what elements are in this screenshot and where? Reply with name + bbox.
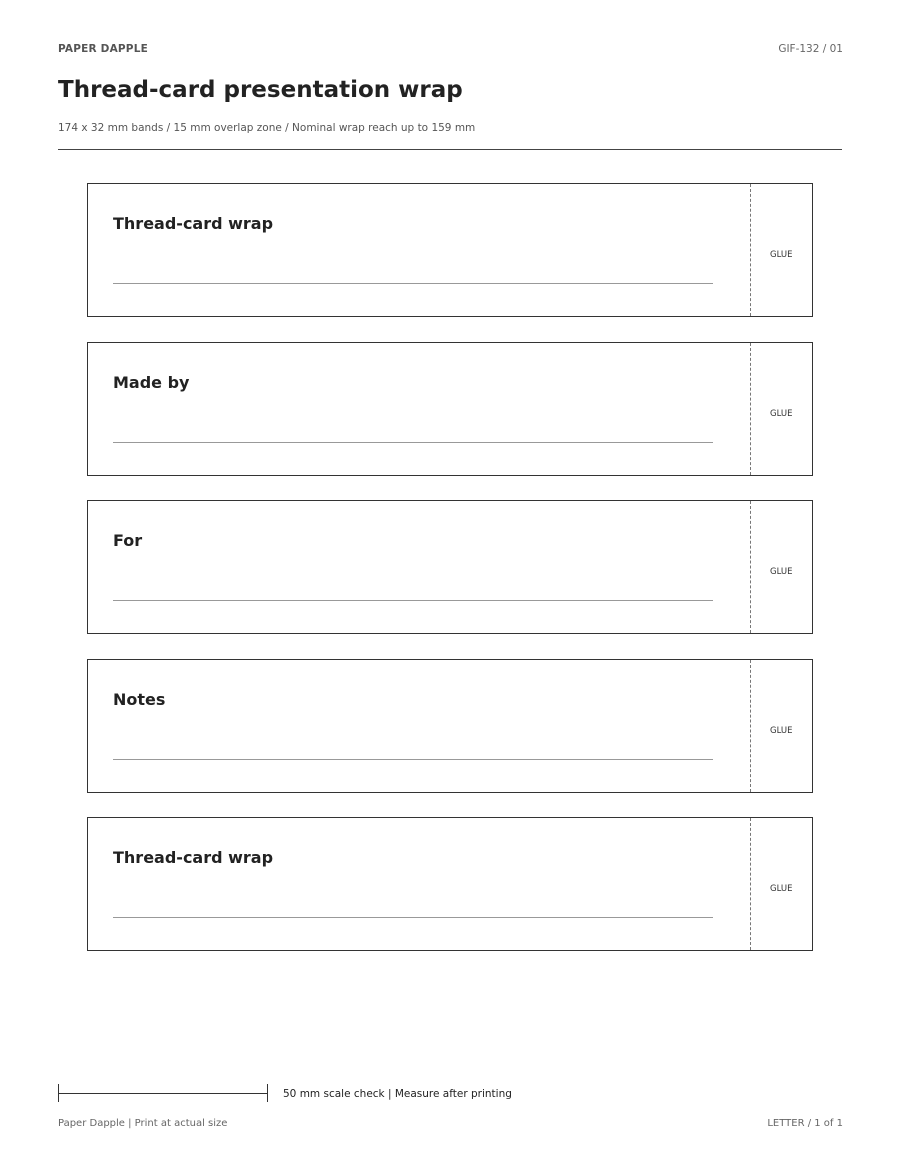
glue-label: GLUE <box>770 250 793 260</box>
band-label: Thread-card wrap <box>113 848 274 867</box>
overlap-fold-line <box>750 501 751 633</box>
wrap-band <box>87 817 813 951</box>
footer-page-info: LETTER / 1 of 1 <box>767 1118 843 1129</box>
scale-check-text: 50 mm scale check | Measure after printing <box>283 1088 512 1100</box>
wrap-bands <box>87 183 813 976</box>
wrap-band <box>87 500 813 634</box>
header-divider <box>58 149 842 150</box>
write-line <box>113 442 713 443</box>
overlap-fold-line <box>750 818 751 950</box>
band-label: For <box>113 531 143 550</box>
page-title: Thread-card presentation wrap <box>58 77 463 103</box>
band-label: Notes <box>113 689 166 709</box>
wrap-band <box>87 342 813 476</box>
overlap-fold-line <box>750 184 751 316</box>
overlap-fold-line <box>750 343 751 475</box>
write-line <box>113 759 713 760</box>
write-line <box>113 600 713 601</box>
glue-label: GLUE <box>770 567 793 577</box>
scale-bar-line <box>58 1093 267 1094</box>
write-line <box>113 917 713 918</box>
glue-label: GLUE <box>770 408 793 419</box>
overlap-fold-line <box>750 660 751 792</box>
scale-tick-end <box>267 1084 268 1102</box>
footer-credit: Paper Dapple | Print at actual size <box>58 1118 228 1129</box>
band-label: Made by <box>113 372 190 392</box>
glue-label: GLUE <box>770 884 793 894</box>
document-code: GIF-132 / 01 <box>778 43 843 55</box>
write-line <box>113 283 713 284</box>
wrap-band <box>87 183 813 317</box>
band-label: Thread-card wrap <box>113 214 274 233</box>
page-subtitle: 174 x 32 mm bands / 15 mm overlap zone / Nominal wrap reach up to 159 mm <box>58 122 476 134</box>
glue-label: GLUE <box>770 725 793 736</box>
brand-name: PAPER DAPPLE <box>58 43 148 55</box>
wrap-band <box>87 659 813 793</box>
scale-check-bar <box>58 1084 267 1102</box>
